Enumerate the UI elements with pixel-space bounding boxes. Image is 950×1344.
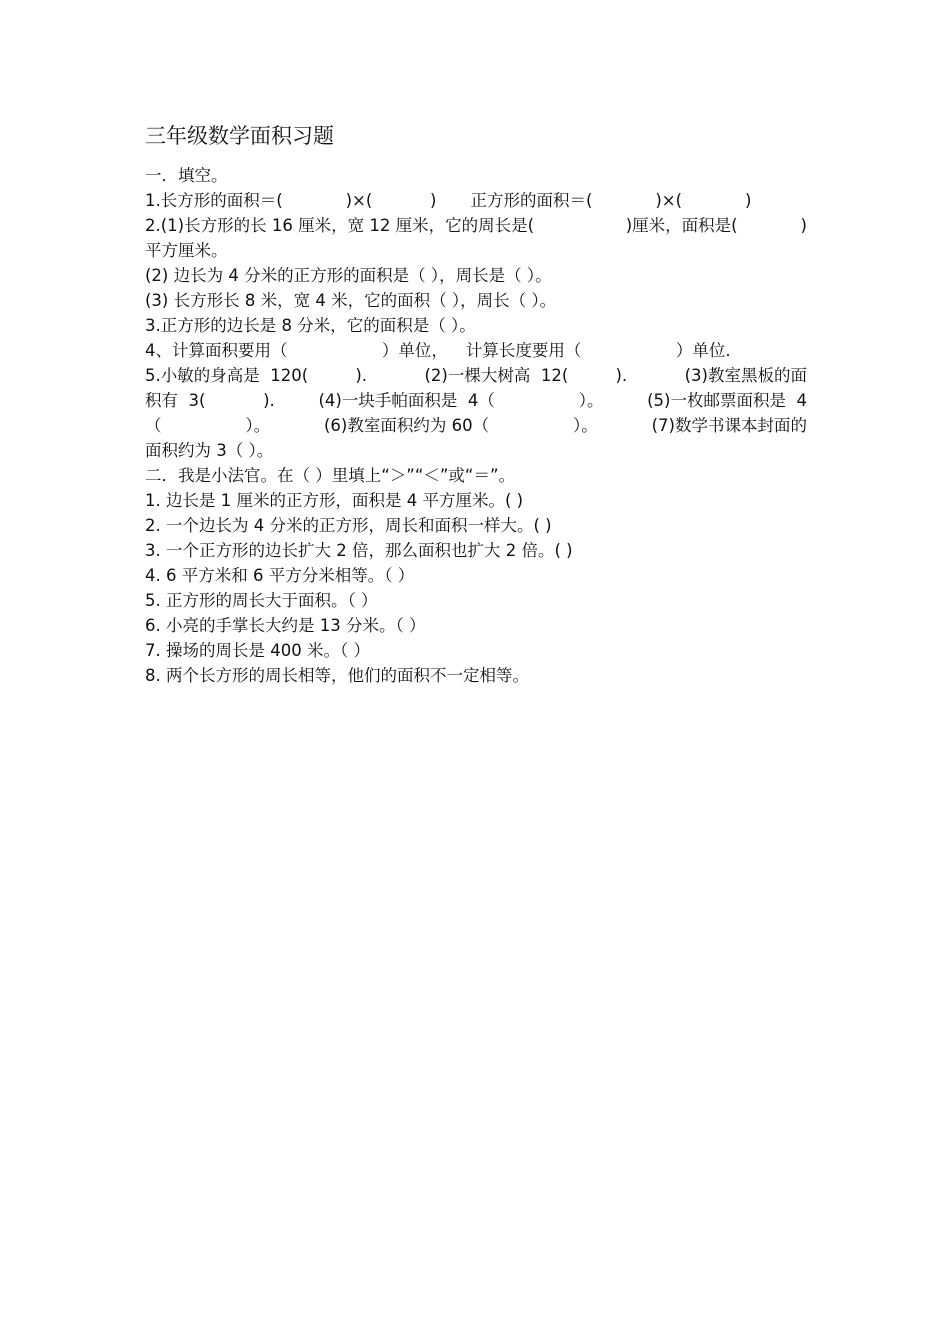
question-2-1-blanks: )厘米，面积是( ): [562, 216, 807, 235]
question-1-rectangle-area: 1.长方形的面积＝( )×( ): [145, 191, 437, 210]
judgement-item-6: 6. 小亮的手掌长大约是 13 分米。（ ）: [145, 616, 426, 635]
question-2-1-text: 2.(1)长方形的长 16 厘米，宽 12 厘米，它的周长是(: [145, 216, 535, 235]
judgement-item-8: 8. 两个长方形的周长相等，他们的面积不一定相等。: [145, 666, 529, 685]
question-5-line-2: [145, 388, 807, 413]
question-5-3-continued: 积有 3( ).: [145, 391, 275, 410]
question-5-6: (6)教室面积约为 60（ ）。: [324, 416, 598, 435]
section1-heading: 一．填空。: [145, 166, 228, 185]
question-2-part-1-continued: 平方厘米。: [145, 241, 228, 260]
question-5-2: (2)一棵大树高 12( ).: [424, 366, 628, 385]
question-5-line-4: 面积约为 3（ ）。: [145, 441, 274, 460]
question-4-length-unit: 计算长度要用（ ）单位.: [465, 341, 731, 360]
question-5-3: (3)教室黑板的面: [684, 366, 807, 385]
question-5-4: (4)一块手帕面积是 4（ ）。: [318, 391, 604, 410]
question-4: [145, 338, 731, 363]
question-3: 3.正方形的边长是 8 分米，它的面积是（ ）。: [145, 316, 476, 335]
judgement-item-4: 4. 6 平方米和 6 平方分米相等。（ ）: [145, 566, 415, 585]
question-1-square-area: 正方形的面积＝( )×( ): [470, 191, 752, 210]
question-5-line-3: [145, 413, 807, 438]
worksheet-title: 三年级数学面积习题: [145, 124, 334, 148]
judgement-item-5: 5. 正方形的周长大于面积。（ ）: [145, 591, 378, 610]
judgement-item-3: 3. 一个正方形的边长扩大 2 倍，那么面积也扩大 2 倍。( ): [145, 541, 573, 560]
question-5-line-1: [145, 363, 807, 388]
question-5-7: (7)数学书课本封面的: [651, 416, 807, 435]
question-5-5: (5)一枚邮票面积是 4: [647, 391, 807, 410]
section2-heading: 二．我是小法官。在（ ）里填上“＞”“＜”或“＝”。: [145, 466, 516, 485]
judgement-item-1: 1. 边长是 1 厘米的正方形，面积是 4 平方厘米。( ): [145, 491, 524, 510]
judgement-item-7: 7. 操场的周长是 400 米。（ ）: [145, 641, 370, 660]
question-2-part-3: (3) 长方形长 8 米，宽 4 米，它的面积（ ），周长（ ）。: [145, 291, 557, 310]
question-5-1: 5.小敏的身高是 120( ).: [145, 366, 368, 385]
judgement-item-2: 2. 一个边长为 4 分米的正方形，周长和面积一样大。( ): [145, 516, 552, 535]
question-4-area-unit: 4、计算面积要用（ ）单位，: [145, 341, 448, 360]
question-1: [145, 188, 751, 213]
question-2-part-2: (2) 边长为 4 分米的正方形的面积是（ ），周长是（ ）。: [145, 266, 552, 285]
question-2-part-1: [145, 213, 807, 238]
question-5-5-continued: （ ）。: [145, 416, 271, 435]
